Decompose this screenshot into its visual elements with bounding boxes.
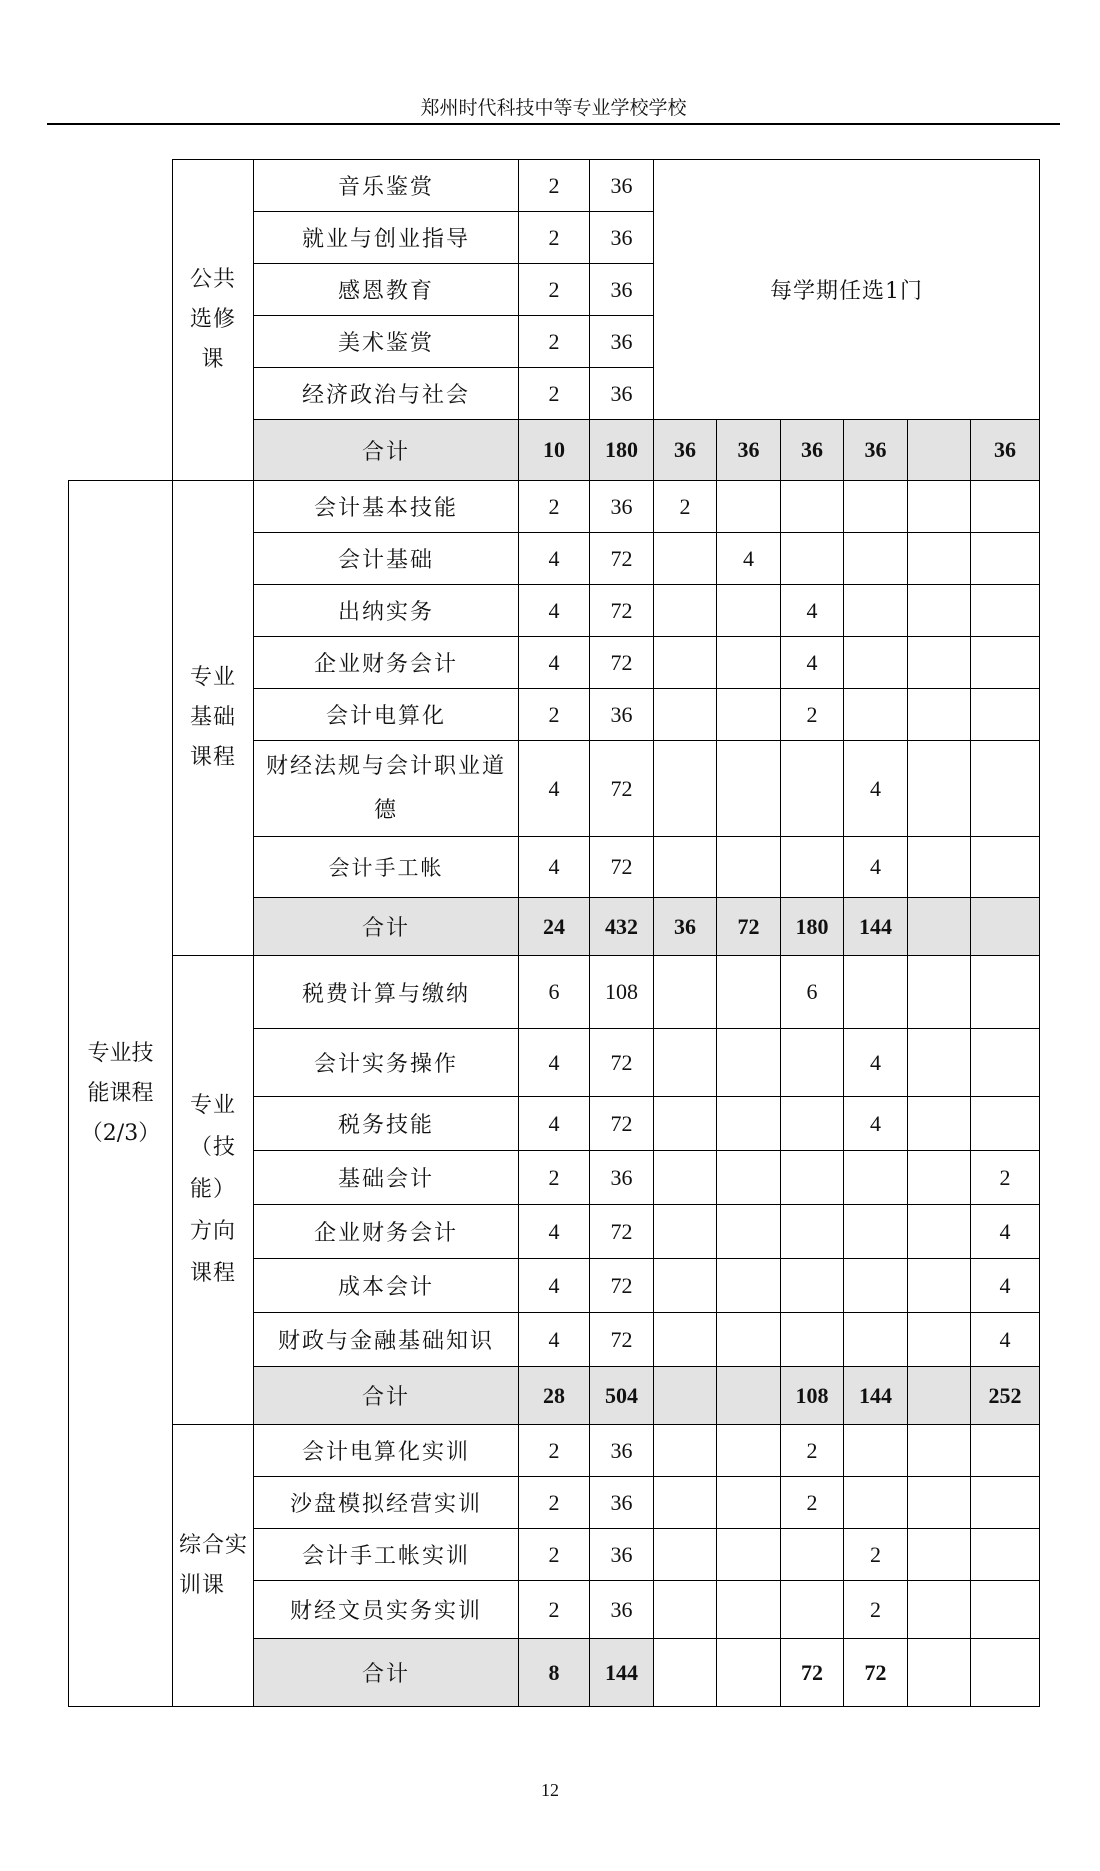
course-name: 税费计算与缴纳: [254, 956, 519, 1029]
credits-cell: 4: [519, 1029, 590, 1097]
direction-label-c: 能）: [189, 1177, 236, 1202]
total-s1: [654, 1367, 717, 1425]
total-s2: 36: [717, 420, 781, 481]
hours-cell: 36: [590, 368, 654, 420]
direction-label-a: 专业: [189, 1093, 236, 1118]
hours-cell: 36: [590, 689, 654, 741]
total-s3: 180: [781, 898, 844, 956]
sem-cell: [844, 1205, 908, 1259]
sem-cell: [908, 1259, 971, 1313]
course-name: 音乐鉴赏: [254, 160, 519, 212]
sem-cell: 4: [844, 741, 908, 837]
total-credits: 8: [519, 1639, 590, 1707]
curriculum-table: [68, 159, 1040, 1707]
sem-cell: [908, 1425, 971, 1477]
total-hours: 504: [590, 1367, 654, 1425]
hours-cell: 36: [590, 1529, 654, 1581]
sem-cell: [781, 481, 844, 533]
sem-cell: [654, 1425, 717, 1477]
credits-cell: 2: [519, 264, 590, 316]
credits-cell: 4: [519, 1313, 590, 1367]
sem-cell: 4: [717, 533, 781, 585]
sem-cell: [971, 837, 1040, 898]
basic-label-a: 专业: [189, 665, 236, 690]
sem-cell: [717, 1029, 781, 1097]
sem-cell: [654, 1097, 717, 1151]
sem-cell: [908, 689, 971, 741]
course-name: 感恩教育: [254, 264, 519, 316]
sem-cell: [781, 533, 844, 585]
course-name: 企业财务会计: [254, 637, 519, 689]
sem-cell: [908, 837, 971, 898]
sem-cell: [908, 1529, 971, 1581]
sem-cell: [654, 1477, 717, 1529]
table-row: [69, 956, 1040, 1029]
total-s6: [971, 1639, 1040, 1707]
total-s1: [654, 1639, 717, 1707]
category-public-elective: [173, 160, 254, 481]
sem-cell: [717, 585, 781, 637]
sem-cell: [908, 1205, 971, 1259]
sem-cell: [654, 1029, 717, 1097]
credits-cell: 4: [519, 741, 590, 837]
sem-cell: [781, 1529, 844, 1581]
sem-cell: [844, 689, 908, 741]
hours-cell: 72: [590, 1029, 654, 1097]
skill-label-a: 专业技: [87, 1040, 154, 1066]
category-label: 公共选修课: [189, 267, 236, 372]
total-label: 合计: [254, 1367, 519, 1425]
sem-cell: [908, 637, 971, 689]
hours-cell: 72: [590, 533, 654, 585]
course-name: 沙盘模拟经营实训: [254, 1477, 519, 1529]
sem-cell: [781, 741, 844, 837]
sem-cell: [844, 1151, 908, 1205]
total-hours: 432: [590, 898, 654, 956]
sem-cell: [971, 1529, 1040, 1581]
credits-cell: 2: [519, 1581, 590, 1639]
credits-cell: 4: [519, 837, 590, 898]
credits-cell: 2: [519, 481, 590, 533]
course-name: 税务技能: [254, 1097, 519, 1151]
sem-cell: [971, 1581, 1040, 1639]
total-credits: 10: [519, 420, 590, 481]
hours-cell: 36: [590, 1425, 654, 1477]
sem-cell: [654, 637, 717, 689]
total-label: 合计: [254, 420, 519, 481]
sem-cell: 4: [781, 637, 844, 689]
sem-cell: [781, 1029, 844, 1097]
sem-cell: [654, 741, 717, 837]
sem-cell: [654, 956, 717, 1029]
total-s5: [908, 420, 971, 481]
category-skill-courses: [69, 481, 173, 1707]
sem-cell: [717, 1313, 781, 1367]
table-row: [69, 1425, 1040, 1477]
sem-cell: [971, 689, 1040, 741]
course-name: 经济政治与社会: [254, 368, 519, 420]
hours-cell: 72: [590, 1097, 654, 1151]
sem-cell: [908, 533, 971, 585]
hours-cell: 72: [590, 637, 654, 689]
total-s1: 36: [654, 898, 717, 956]
sem-cell: [717, 689, 781, 741]
credits-cell: 4: [519, 585, 590, 637]
sem-cell: 4: [844, 1097, 908, 1151]
sem-cell: 4: [781, 585, 844, 637]
sem-cell: [654, 1205, 717, 1259]
total-label: 合计: [254, 898, 519, 956]
total-s4: 36: [844, 420, 908, 481]
hours-cell: 72: [590, 1259, 654, 1313]
course-name: 会计基本技能: [254, 481, 519, 533]
sem-cell: [908, 956, 971, 1029]
hours-cell: 72: [590, 1205, 654, 1259]
sem-cell: [781, 837, 844, 898]
sem-cell: 4: [971, 1205, 1040, 1259]
total-s3: 108: [781, 1367, 844, 1425]
sem-cell: [908, 1029, 971, 1097]
sem-cell: [971, 533, 1040, 585]
sem-cell: [654, 1581, 717, 1639]
total-s3: 72: [781, 1639, 844, 1707]
total-s4: 72: [844, 1639, 908, 1707]
sem-cell: [781, 1151, 844, 1205]
sem-cell: [781, 1097, 844, 1151]
course-name: 企业财务会计: [254, 1205, 519, 1259]
sem-cell: [844, 1425, 908, 1477]
sem-cell: [717, 956, 781, 1029]
sem-cell: 2: [971, 1151, 1040, 1205]
course-name: 财经法规与会计职业道德: [254, 741, 519, 837]
sem-cell: 4: [971, 1259, 1040, 1313]
sem-cell: [654, 1313, 717, 1367]
total-s4: 144: [844, 898, 908, 956]
sem-cell: [971, 1477, 1040, 1529]
sem-cell: [908, 481, 971, 533]
direction-label-e: 课程: [189, 1261, 236, 1286]
course-name: 美术鉴赏: [254, 316, 519, 368]
total-s2: 72: [717, 898, 781, 956]
sem-cell: [971, 481, 1040, 533]
hours-cell: 36: [590, 160, 654, 212]
sem-cell: [717, 481, 781, 533]
sem-cell: [908, 1313, 971, 1367]
left-group-blank: [69, 160, 173, 481]
credits-cell: 4: [519, 1259, 590, 1313]
course-name: 财政与金融基础知识: [254, 1313, 519, 1367]
sem-cell: [654, 837, 717, 898]
credits-cell: 2: [519, 1477, 590, 1529]
sem-cell: 4: [844, 837, 908, 898]
course-name: 会计实务操作: [254, 1029, 519, 1097]
course-name: 基础会计: [254, 1151, 519, 1205]
sem-cell: [971, 956, 1040, 1029]
sem-cell: [654, 533, 717, 585]
sem-cell: [781, 1259, 844, 1313]
course-name: 出纳实务: [254, 585, 519, 637]
sem-cell: [971, 585, 1040, 637]
sem-cell: [844, 533, 908, 585]
basic-label-c: 课程: [189, 745, 236, 770]
sem-cell: [717, 1151, 781, 1205]
course-name: 会计电算化实训: [254, 1425, 519, 1477]
sem-cell: [717, 1477, 781, 1529]
sem-cell: [844, 1313, 908, 1367]
hours-cell: 36: [590, 1477, 654, 1529]
sem-cell: [844, 1259, 908, 1313]
sem-cell: 2: [781, 1477, 844, 1529]
sem-cell: [971, 1425, 1040, 1477]
credits-cell: 6: [519, 956, 590, 1029]
sem-cell: [717, 1097, 781, 1151]
course-name: 财经文员实务实训: [254, 1581, 519, 1639]
total-s6: 252: [971, 1367, 1040, 1425]
total-label: 合计: [254, 1639, 519, 1707]
sem-cell: [971, 637, 1040, 689]
header-rule: [47, 123, 1060, 125]
credits-cell: 4: [519, 1097, 590, 1151]
direction-label-d: 方向: [189, 1219, 236, 1244]
credits-cell: 2: [519, 689, 590, 741]
sem-cell: [844, 637, 908, 689]
sem-cell: [781, 1205, 844, 1259]
sem-cell: [844, 481, 908, 533]
skill-label-b: 能课程: [87, 1080, 154, 1106]
basic-label-b: 基础: [189, 705, 236, 730]
course-name: 成本会计: [254, 1259, 519, 1313]
hours-cell: 36: [590, 1581, 654, 1639]
course-name: 会计基础: [254, 533, 519, 585]
sem-cell: [717, 637, 781, 689]
sem-cell: [844, 1477, 908, 1529]
credits-cell: 4: [519, 533, 590, 585]
total-s1: 36: [654, 420, 717, 481]
training-label-b: 训课: [179, 1572, 226, 1598]
sem-cell: [654, 689, 717, 741]
sem-cell: [717, 741, 781, 837]
credits-cell: 2: [519, 212, 590, 264]
sem-cell: [717, 1259, 781, 1313]
sem-cell: 2: [844, 1581, 908, 1639]
credits-cell: 2: [519, 368, 590, 420]
hours-cell: 72: [590, 1313, 654, 1367]
table-row: [69, 160, 1040, 212]
sem-cell: [781, 1581, 844, 1639]
elective-note: 每学期任选1门: [654, 160, 1040, 420]
sem-cell: [971, 741, 1040, 837]
skill-label-c: （2/3）: [80, 1120, 161, 1146]
hours-cell: 36: [590, 212, 654, 264]
total-credits: 24: [519, 898, 590, 956]
hours-cell: 36: [590, 316, 654, 368]
training-label-a: 综合实: [179, 1532, 249, 1558]
sem-cell: 2: [654, 481, 717, 533]
sem-cell: [654, 585, 717, 637]
hours-cell: 36: [590, 481, 654, 533]
total-credits: 28: [519, 1367, 590, 1425]
course-name: 会计手工帐实训: [254, 1529, 519, 1581]
total-s6: 36: [971, 420, 1040, 481]
sem-cell: [844, 956, 908, 1029]
total-s4: 144: [844, 1367, 908, 1425]
course-name: 就业与创业指导: [254, 212, 519, 264]
credits-cell: 2: [519, 1425, 590, 1477]
page-number: 12: [541, 1780, 559, 1800]
total-s5: [908, 1639, 971, 1707]
page-header: 郑州时代科技中等专业学校学校: [420, 97, 687, 119]
sem-cell: [971, 1029, 1040, 1097]
credits-cell: 2: [519, 1151, 590, 1205]
category-direction: [173, 956, 254, 1425]
sem-cell: [908, 585, 971, 637]
sem-cell: [717, 837, 781, 898]
hours-cell: 72: [590, 837, 654, 898]
sem-cell: [717, 1425, 781, 1477]
hours-cell: 72: [590, 741, 654, 837]
sem-cell: [654, 1529, 717, 1581]
category-basic: [173, 481, 254, 956]
total-hours: 180: [590, 420, 654, 481]
sem-cell: 2: [781, 1425, 844, 1477]
credits-cell: 2: [519, 316, 590, 368]
sem-cell: [654, 1259, 717, 1313]
sem-cell: [654, 1151, 717, 1205]
direction-label-b: （技: [189, 1135, 236, 1160]
sem-cell: 4: [844, 1029, 908, 1097]
sem-cell: [781, 1313, 844, 1367]
sem-cell: 6: [781, 956, 844, 1029]
credits-cell: 2: [519, 1529, 590, 1581]
total-s3: 36: [781, 420, 844, 481]
category-training: [173, 1425, 254, 1707]
sem-cell: [908, 741, 971, 837]
total-s2: [717, 1639, 781, 1707]
sem-cell: [717, 1581, 781, 1639]
total-hours: 144: [590, 1639, 654, 1707]
hours-cell: 108: [590, 956, 654, 1029]
total-s6: [971, 898, 1040, 956]
course-name: 会计手工帐: [254, 837, 519, 898]
course-name: 会计电算化: [254, 689, 519, 741]
credits-cell: 4: [519, 637, 590, 689]
hours-cell: 36: [590, 1151, 654, 1205]
sem-cell: [908, 1477, 971, 1529]
sem-cell: [908, 1097, 971, 1151]
sem-cell: 2: [844, 1529, 908, 1581]
sem-cell: [908, 1151, 971, 1205]
hours-cell: 36: [590, 264, 654, 316]
total-s2: [717, 1367, 781, 1425]
sem-cell: [908, 1581, 971, 1639]
sem-cell: [717, 1529, 781, 1581]
sem-cell: [717, 1205, 781, 1259]
total-s5: [908, 1367, 971, 1425]
sem-cell: [844, 585, 908, 637]
sem-cell: [971, 1097, 1040, 1151]
sem-cell: 4: [971, 1313, 1040, 1367]
table-row: [69, 481, 1040, 533]
hours-cell: 72: [590, 585, 654, 637]
total-s5: [908, 898, 971, 956]
credits-cell: 2: [519, 160, 590, 212]
sem-cell: 2: [781, 689, 844, 741]
credits-cell: 4: [519, 1205, 590, 1259]
